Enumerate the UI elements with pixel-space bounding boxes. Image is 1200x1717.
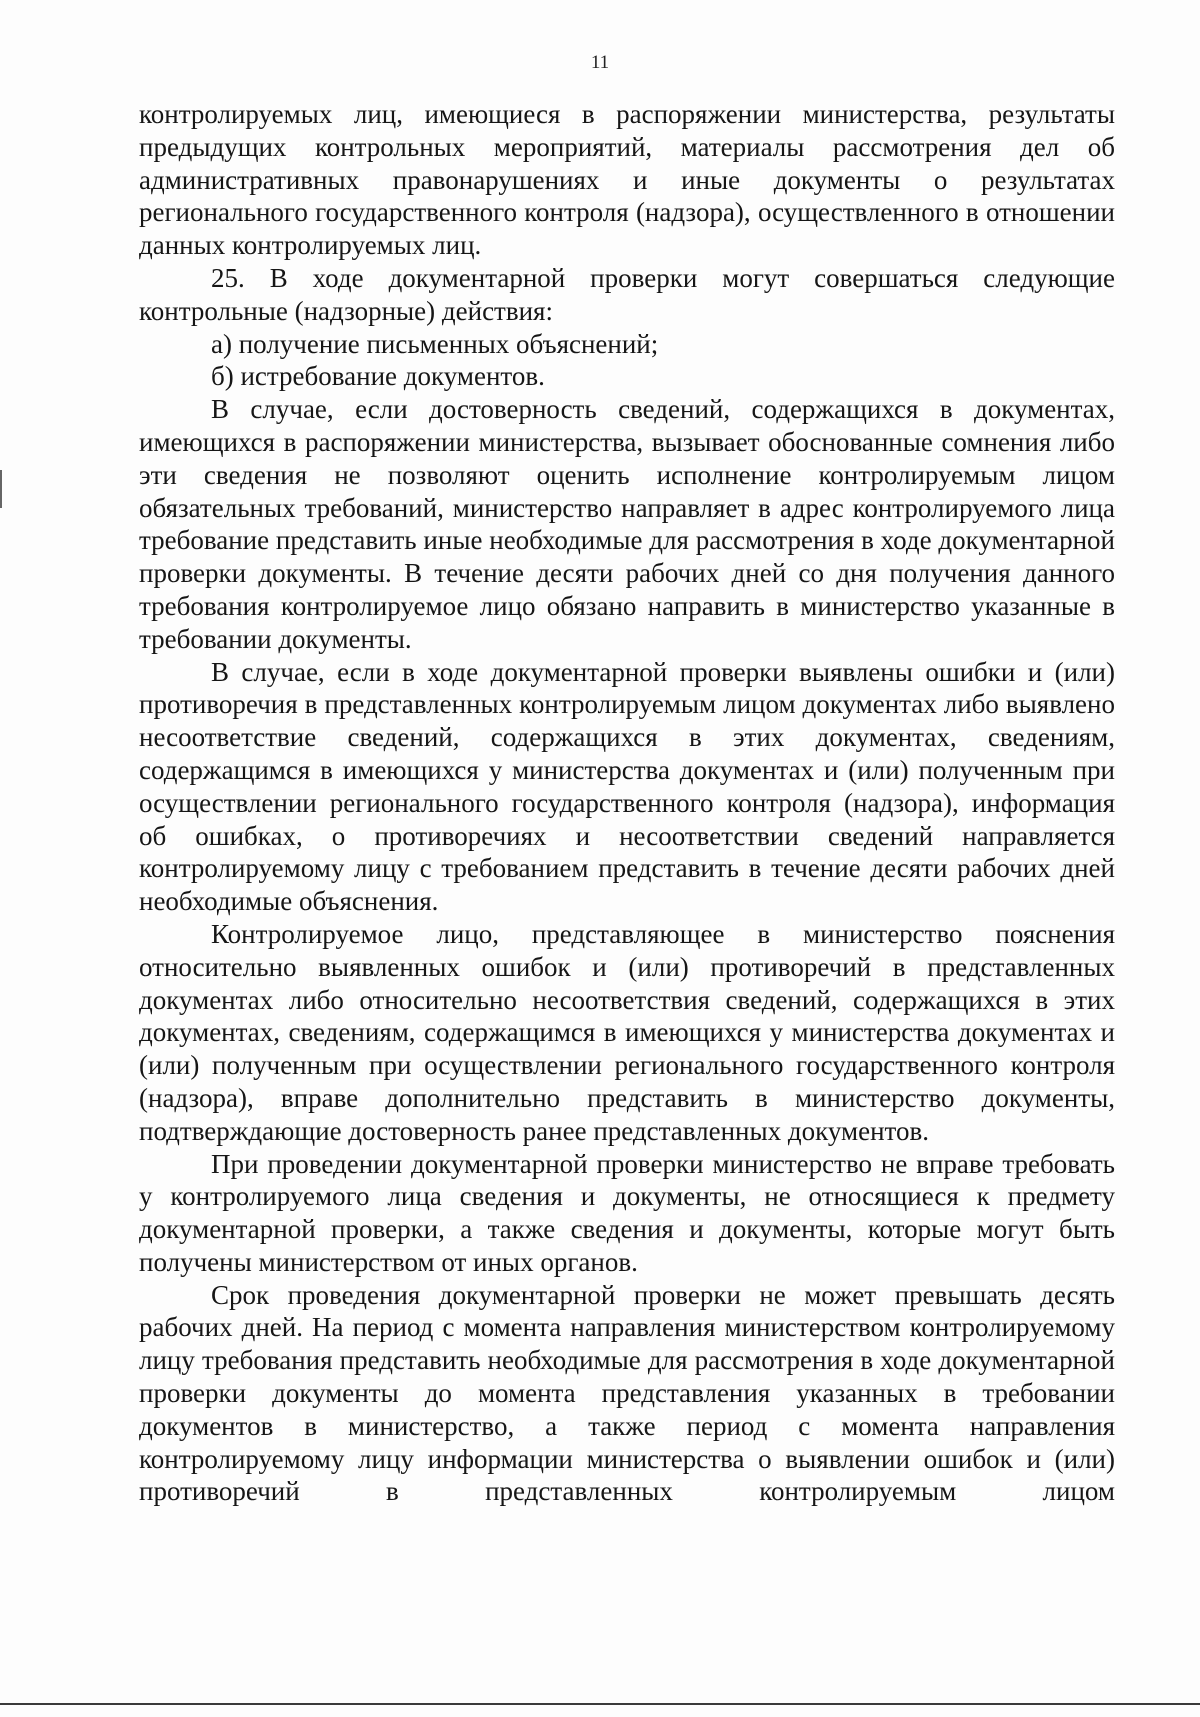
- paragraph-errors-contradictions: В случае, если в ходе документарной проверки выявлены ошибки и (или) противоречия в представленных контролируемым лицом документах либо выявлено несоответствие сведений, содержащихся в этих документах, сведениям, содержащимся в имеющихся у министерства документах и (или) полученным при осуществлении регионального государственного контроля (надзора), информация об ошибках, о противоречиях и несоответствии сведений направляется контролируемому лицу с требованием представить в течение десяти рабочих дней необходимые объяснения.: [139, 656, 1115, 917]
- paragraph-clause-25: 25. В ходе документарной проверки могут совершаться следующие контрольные (надзорные) действия:: [139, 262, 1115, 326]
- paragraph-duration: Срок проведения документарной проверки не может превышать десять рабочих дней. На период с момента направления министерством контролируемому лицу требования представить необходимые для рассмотрения в ходе документарной проверки документы до момента представления указанных в требовании документов в министерство, а также период с момента направления контролируемому лицу информации министерства о выявлении ошибок и (или) противоречий в представленных контролируемым лицом: [139, 1279, 1115, 1507]
- paragraph-controlled-person-explanations: Контролируемое лицо, представляющее в министерство пояснения относительно выявленных ошибок и (или) противоречий в представленных документах либо относительно несоответствия сведений, содержащихся в этих документах, сведениям, содержащимся в имеющихся у министерства документах и (или) полученным при осуществлении регионального государственного контроля (надзора), вправе дополнительно представить в министерство документы, подтверждающие достоверность ранее представленных документов.: [139, 918, 1115, 1146]
- list-item-b: б) истребование документов.: [211, 361, 545, 392]
- paragraph-continuation: контролируемых лиц, имеющиеся в распоряжении министерства, результаты предыдущих контрольных мероприятий, материалы рассмотрения дел об административных правонарушениях и иные документы о результатах регионального государственного контроля (надзора), осуществленного в отношении данных контролируемых лиц.: [139, 99, 1115, 261]
- page-number: 11: [590, 52, 610, 73]
- paragraph-reliability-doubts: В случае, если достоверность сведений, содержащихся в документах, имеющихся в распоряжении министерства, вызывает обоснованные сомнения либо эти сведения не позволяют оценить исполнение контролируемым лицом обязательных требований, министерство направляет в адрес контролируемого лица требование представить иные необходимые для рассмотрения в ходе документарной проверки документы. В течение десяти рабочих дней со дня получения данного требования контролируемое лицо обязано направить в министерство указанные в требовании документы.: [139, 394, 1115, 654]
- page-bottom-edge: [0, 1703, 1200, 1705]
- list-item-a: а) получение письменных объяснений;: [211, 328, 659, 359]
- scan-artifact: [0, 470, 2, 508]
- document-body: [139, 98, 1115, 1508]
- paragraph-restrictions: При проведении документарной проверки министерство не вправе требовать у контролируемого лица сведения и документы, не относящиеся к предмету документарной проверки, а также сведения и документы, которые могут быть получены министерством от иных органов.: [139, 1148, 1115, 1277]
